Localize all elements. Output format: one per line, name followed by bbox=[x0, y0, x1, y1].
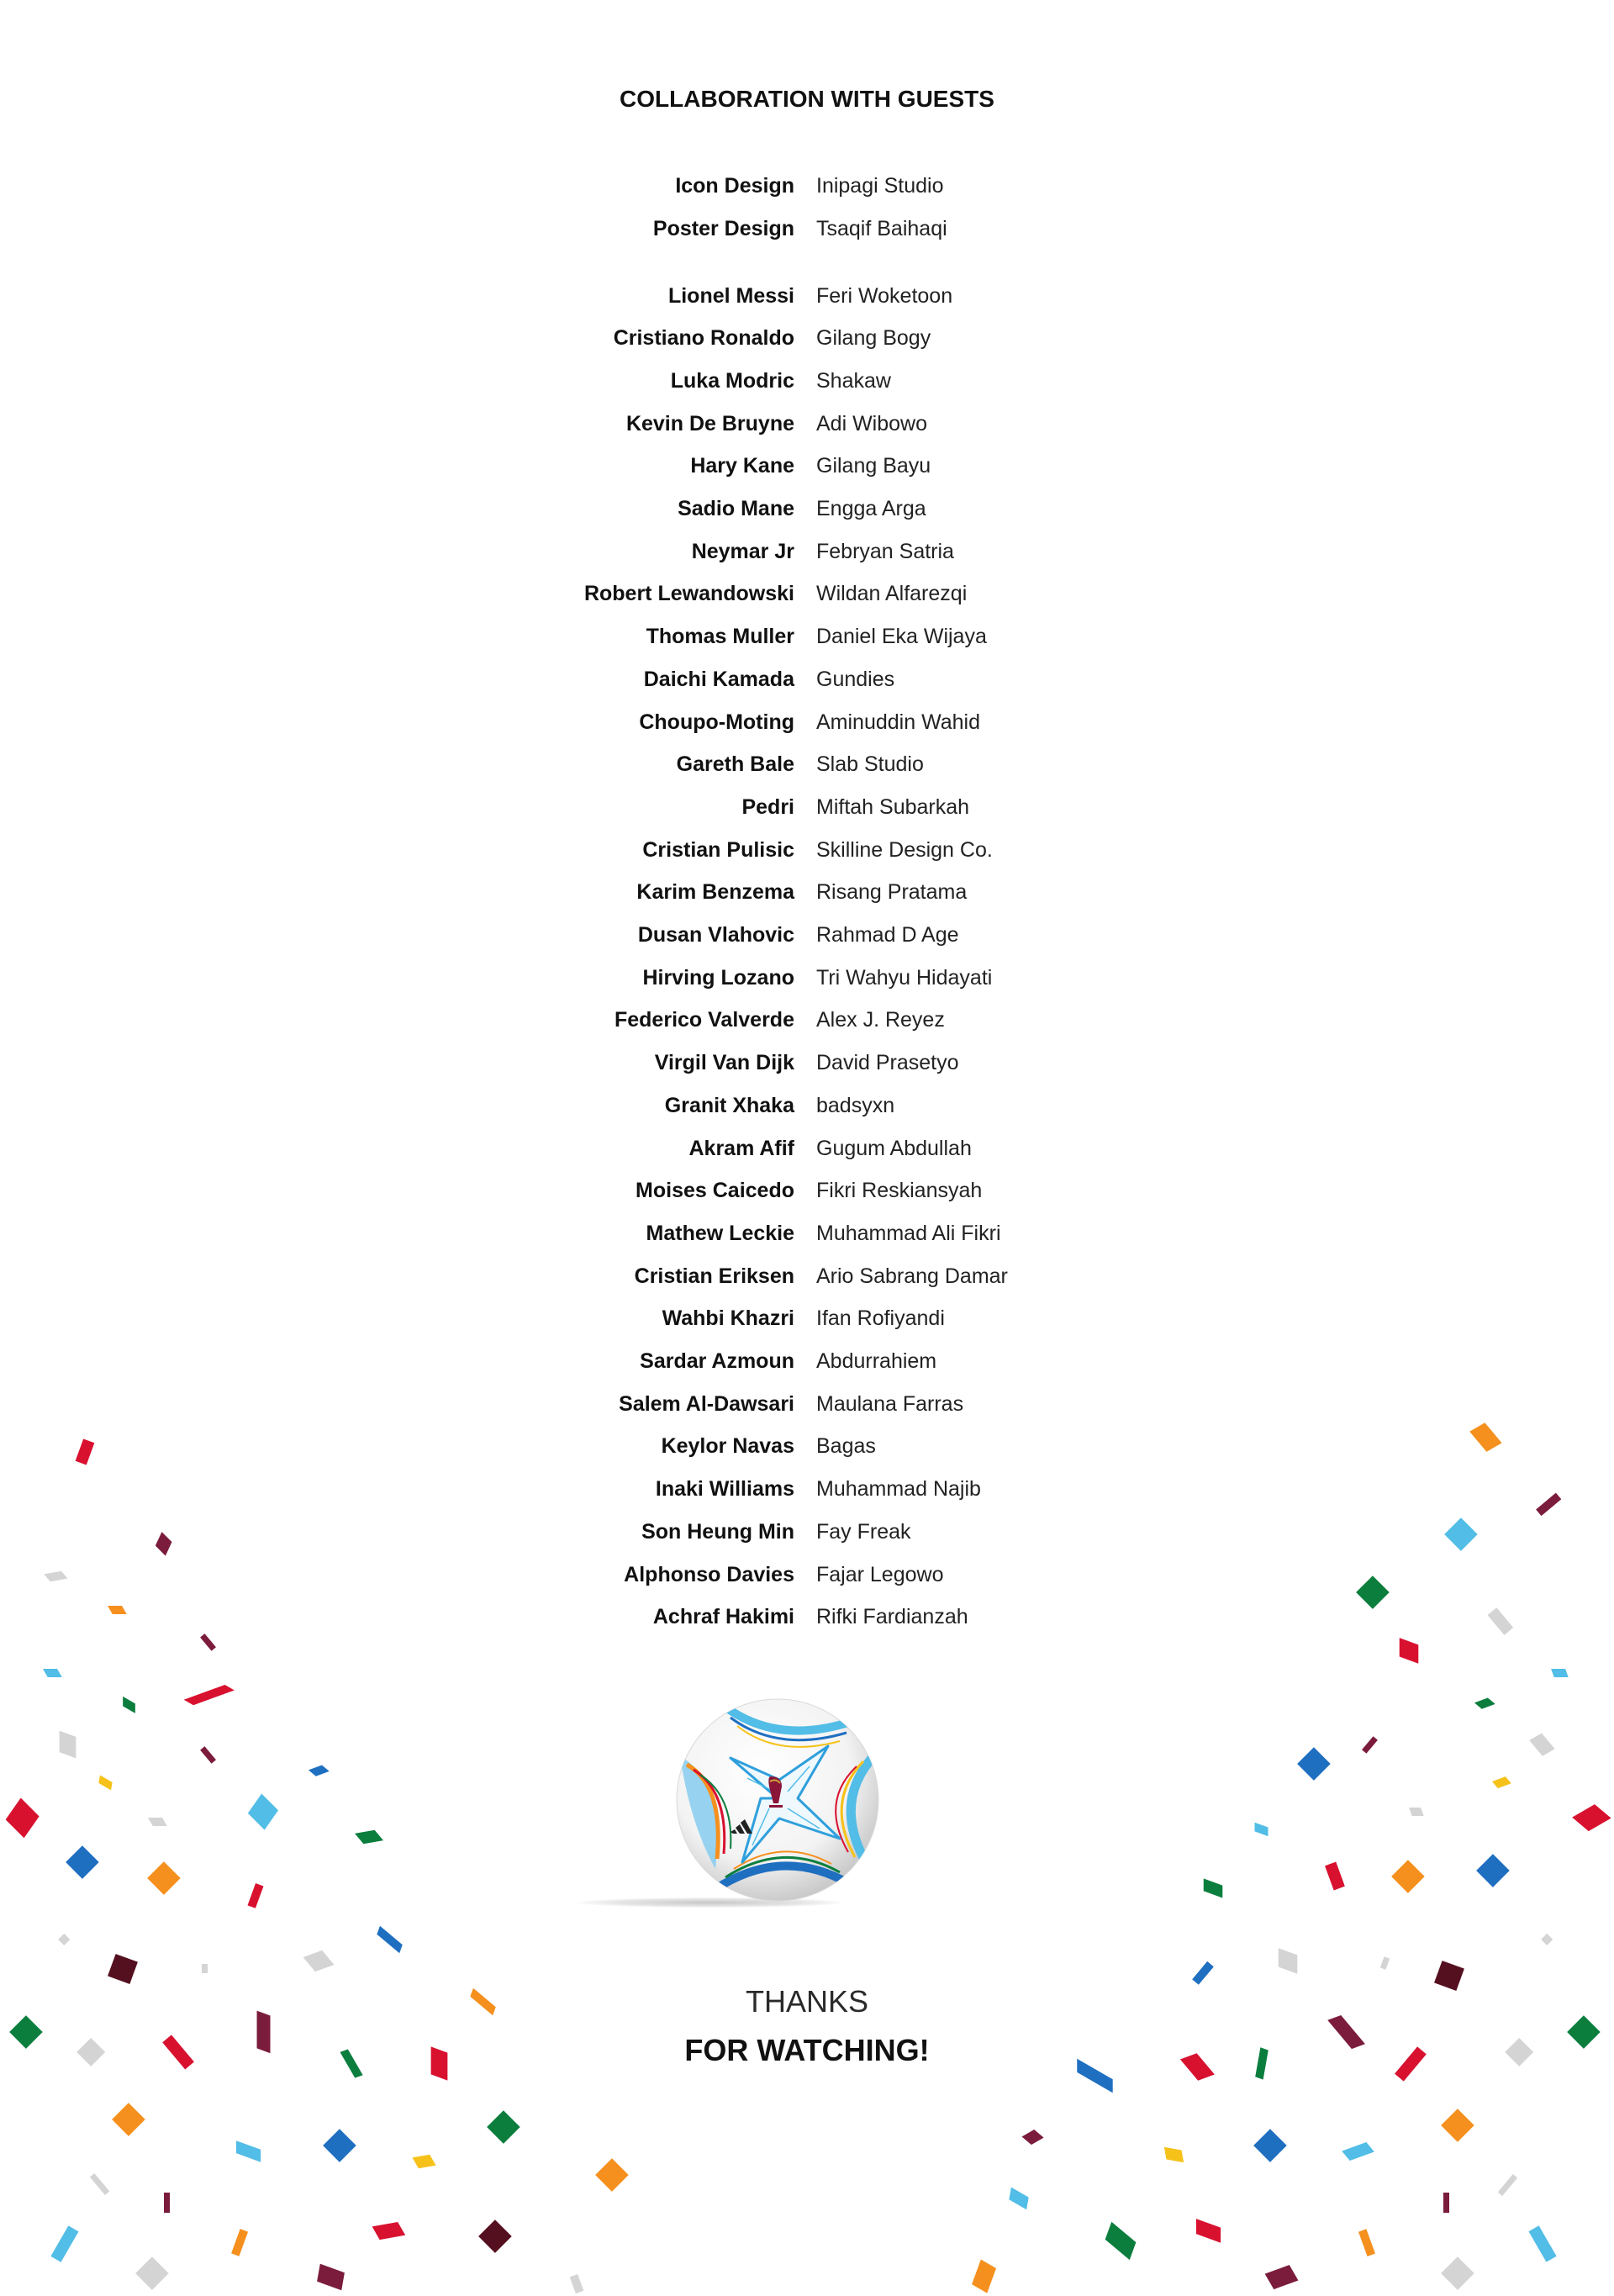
player-name: Luka Modric bbox=[670, 369, 794, 393]
credit-row bbox=[0, 658, 1614, 701]
confetti-piece bbox=[1362, 1736, 1378, 1753]
artist-name: Adi Wibowo bbox=[816, 412, 927, 435]
confetti-piece bbox=[202, 1964, 208, 1972]
credit-row bbox=[0, 1468, 1614, 1511]
confetti-piece bbox=[248, 1883, 264, 1908]
confetti-piece bbox=[1253, 2130, 1286, 2162]
credit-row bbox=[0, 871, 1614, 914]
confetti-piece bbox=[108, 1954, 138, 1984]
artist-name: David Prasetyo bbox=[816, 1051, 959, 1074]
player-name: Sardar Azmoun bbox=[640, 1349, 794, 1373]
confetti-piece bbox=[595, 2158, 628, 2191]
artist-name: Shakaw bbox=[816, 369, 891, 393]
confetti-piece bbox=[1474, 1698, 1496, 1710]
player-name: Granit Xhaka bbox=[664, 1094, 794, 1117]
confetti-piece bbox=[1009, 2188, 1029, 2210]
player-name: Kevin De Bruyne bbox=[625, 412, 794, 435]
player-name: Cristian Pulisic bbox=[642, 838, 794, 862]
confetti-piece bbox=[1342, 2142, 1374, 2161]
credit-row bbox=[0, 701, 1614, 744]
player-name: Hary Kane bbox=[690, 454, 794, 478]
artist-name: Tri Wahyu Hidayati bbox=[816, 966, 993, 990]
artist-name: Abdurrahiem bbox=[816, 1349, 937, 1373]
confetti-piece bbox=[164, 2193, 170, 2213]
credit-row bbox=[0, 829, 1614, 872]
credit-row bbox=[0, 530, 1614, 573]
player-name: Lionel Messi bbox=[667, 284, 794, 308]
confetti-piece bbox=[112, 2103, 145, 2135]
confetti-piece bbox=[1441, 2256, 1474, 2289]
design-role: Poster Design bbox=[652, 217, 794, 240]
confetti-piece bbox=[377, 1925, 402, 1953]
credit-row bbox=[0, 1085, 1614, 1127]
artist-name: Maulana Farras bbox=[816, 1392, 964, 1416]
artist-name: Muhammad Najib bbox=[816, 1477, 981, 1501]
credit-row bbox=[0, 999, 1614, 1042]
confetti-piece bbox=[1358, 2229, 1376, 2256]
player-name: Hirving Lozano bbox=[642, 966, 794, 990]
artist-name: Skilline Design Co. bbox=[816, 838, 993, 862]
confetti-piece bbox=[148, 1818, 167, 1826]
confetti-piece bbox=[1476, 1854, 1509, 1887]
credit-row bbox=[0, 615, 1614, 658]
credit-row bbox=[0, 445, 1614, 488]
confetti-piece bbox=[1204, 1878, 1223, 1897]
artist-name: Bagas bbox=[816, 1434, 876, 1458]
confetti-piece bbox=[98, 1776, 113, 1791]
designer-name: Tsaqif Baihaqi bbox=[816, 217, 947, 240]
confetti-piece bbox=[569, 2273, 583, 2293]
credit-row bbox=[0, 403, 1614, 446]
confetti-piece bbox=[147, 1861, 180, 1894]
confetti-piece bbox=[66, 1845, 98, 1878]
design-role: Icon Design bbox=[675, 174, 794, 198]
artist-name: Aminuddin Wahid bbox=[816, 710, 981, 734]
designer-name: Inipagi Studio bbox=[816, 174, 944, 198]
credit-row bbox=[0, 1212, 1614, 1255]
confetti-piece bbox=[303, 1950, 335, 1971]
artist-name: Alex J. Reyez bbox=[816, 1008, 945, 1032]
for-watching-text: FOR WATCHING! bbox=[684, 2033, 930, 2067]
player-name: Keylor Navas bbox=[661, 1434, 794, 1458]
artist-name: Gundies bbox=[816, 668, 895, 691]
confetti-piece bbox=[135, 2256, 168, 2289]
player-name: Moises Caicedo bbox=[636, 1179, 794, 1202]
confetti-piece bbox=[1572, 1804, 1611, 1831]
credit-row bbox=[0, 743, 1614, 786]
artist-name: Fajar Legowo bbox=[816, 1563, 944, 1586]
confetti-piece bbox=[1530, 1733, 1556, 1756]
artist-name: Gilang Bogy bbox=[816, 326, 931, 350]
artist-name: badsyxn bbox=[816, 1094, 895, 1117]
confetti-piece bbox=[413, 2155, 436, 2168]
player-name: Alphonso Davies bbox=[624, 1563, 794, 1586]
confetti-piece bbox=[355, 1830, 383, 1845]
player-name: Cristian Eriksen bbox=[634, 1264, 794, 1288]
artist-name: Gugum Abdullah bbox=[816, 1137, 972, 1160]
confetti-piece bbox=[90, 2173, 109, 2195]
player-name: Neymar Jr bbox=[691, 540, 794, 563]
confetti-piece bbox=[1409, 1808, 1424, 1816]
confetti-piece bbox=[1298, 1747, 1331, 1780]
credit-row bbox=[0, 1425, 1614, 1468]
player-name: Gareth Bale bbox=[676, 752, 794, 776]
confetti-piece bbox=[1541, 1933, 1553, 1945]
artist-name: Miftah Subarkah bbox=[816, 795, 970, 819]
player-name: Inaki Williams bbox=[655, 1477, 794, 1501]
artist-name: Rahmad D Age bbox=[816, 923, 959, 947]
credit-row bbox=[0, 1169, 1614, 1212]
confetti-piece bbox=[50, 2225, 78, 2262]
artist-name: Slab Studio bbox=[816, 752, 924, 776]
confetti-piece bbox=[487, 2110, 520, 2143]
confetti-piece bbox=[6, 1797, 40, 1838]
confetti-piece bbox=[200, 1746, 216, 1763]
player-name: Salem Al-Dawsari bbox=[619, 1392, 794, 1416]
confetti-piece bbox=[478, 2220, 511, 2253]
player-name: Virgil Van Dijk bbox=[654, 1051, 794, 1074]
confetti-piece bbox=[1255, 1823, 1269, 1837]
artist-name: Risang Pratama bbox=[816, 880, 968, 904]
player-name: Cristiano Ronaldo bbox=[613, 326, 794, 350]
confetti-piece bbox=[1164, 2147, 1184, 2162]
credit-row bbox=[0, 786, 1614, 829]
confetti-piece bbox=[1325, 1862, 1345, 1891]
player-name: Daichi Kamada bbox=[643, 668, 794, 691]
artist-name: Muhammad Ali Fikri bbox=[816, 1222, 1001, 1245]
player-name: Mathew Leckie bbox=[646, 1222, 794, 1245]
confetti-piece bbox=[184, 1685, 235, 1706]
credit-row bbox=[0, 573, 1614, 615]
confetti-piece bbox=[317, 2264, 345, 2291]
artist-name: Feri Woketoon bbox=[816, 284, 953, 308]
confetti-piece bbox=[1105, 2222, 1137, 2261]
artist-name: Febryan Satria bbox=[816, 540, 954, 563]
confetti-piece bbox=[1196, 2219, 1221, 2243]
credit-row bbox=[0, 1383, 1614, 1426]
confetti-piece bbox=[1441, 2109, 1474, 2141]
player-name: Achraf Hakimi bbox=[652, 1605, 794, 1628]
confetti-piece bbox=[372, 2222, 406, 2240]
player-name: Thomas Muller bbox=[646, 625, 794, 648]
player-name: Robert Lewandowski bbox=[583, 582, 794, 605]
confetti-piece bbox=[59, 1731, 76, 1759]
confetti-piece bbox=[1279, 1949, 1298, 1975]
confetti-piece bbox=[1379, 1956, 1389, 1969]
credit-row bbox=[0, 1596, 1614, 1639]
soccer-ball-icon bbox=[675, 1697, 880, 1903]
artist-name: Daniel Eka Wijaya bbox=[816, 625, 987, 648]
confetti-piece bbox=[123, 1697, 135, 1714]
confetti-piece bbox=[309, 1766, 330, 1777]
confetti-piece bbox=[248, 1794, 278, 1830]
artist-name: Gilang Bayu bbox=[816, 454, 931, 478]
confetti-piece bbox=[1265, 2265, 1299, 2289]
confetti-piece bbox=[236, 2140, 261, 2162]
player-name: Dusan Vlahovic bbox=[637, 923, 794, 947]
credit-row bbox=[0, 914, 1614, 957]
player-name: Akram Afif bbox=[688, 1137, 794, 1160]
artist-name: Rifki Fardianzah bbox=[816, 1605, 968, 1628]
player-name: Wahbi Khazri bbox=[662, 1306, 794, 1330]
confetti-piece bbox=[1391, 1860, 1424, 1892]
credit-row bbox=[0, 317, 1614, 360]
confetti-piece bbox=[1498, 2174, 1517, 2196]
player-name: Choupo-Moting bbox=[639, 710, 794, 734]
confetti-piece bbox=[1492, 1776, 1511, 1788]
credit-row bbox=[0, 1511, 1614, 1554]
credit-row bbox=[0, 957, 1614, 1000]
confetti-piece bbox=[323, 2130, 356, 2162]
confetti-piece bbox=[1443, 2193, 1449, 2213]
credit-row bbox=[0, 360, 1614, 403]
artist-name: Fay Freak bbox=[816, 1520, 911, 1544]
confetti-piece bbox=[58, 1933, 71, 1945]
confetti-piece bbox=[1022, 2130, 1044, 2145]
artist-name: Ario Sabrang Damar bbox=[816, 1264, 1008, 1288]
credit-row bbox=[0, 165, 1614, 208]
credit-row bbox=[0, 1255, 1614, 1298]
credit-row bbox=[0, 1554, 1614, 1597]
credit-row bbox=[0, 1340, 1614, 1383]
credit-row bbox=[0, 1042, 1614, 1085]
player-name: Pedri bbox=[741, 795, 794, 819]
credit-row bbox=[0, 1297, 1614, 1340]
confetti-piece bbox=[971, 2259, 995, 2293]
artist-name: Wildan Alfarezqi bbox=[816, 582, 968, 605]
player-name: Karim Benzema bbox=[636, 880, 794, 904]
credit-row bbox=[0, 275, 1614, 318]
artist-name: Fikri Reskiansyah bbox=[816, 1179, 983, 1202]
credit-row bbox=[0, 208, 1614, 251]
credit-row bbox=[0, 1127, 1614, 1170]
player-name: Son Heung Min bbox=[641, 1520, 794, 1544]
confetti-piece bbox=[1529, 2225, 1557, 2262]
player-name: Federico Valverde bbox=[614, 1008, 794, 1032]
credit-row bbox=[0, 488, 1614, 530]
confetti-piece bbox=[231, 2229, 249, 2256]
artist-name: Ifan Rofiyandi bbox=[816, 1306, 945, 1330]
artist-name: Engga Arga bbox=[816, 497, 926, 520]
confetti-piece bbox=[1192, 1961, 1214, 1985]
thanks-text: THANKS bbox=[745, 1984, 869, 2019]
player-name: Sadio Mane bbox=[678, 497, 794, 520]
page-title: COLLABORATION WITH GUESTS bbox=[620, 86, 994, 112]
